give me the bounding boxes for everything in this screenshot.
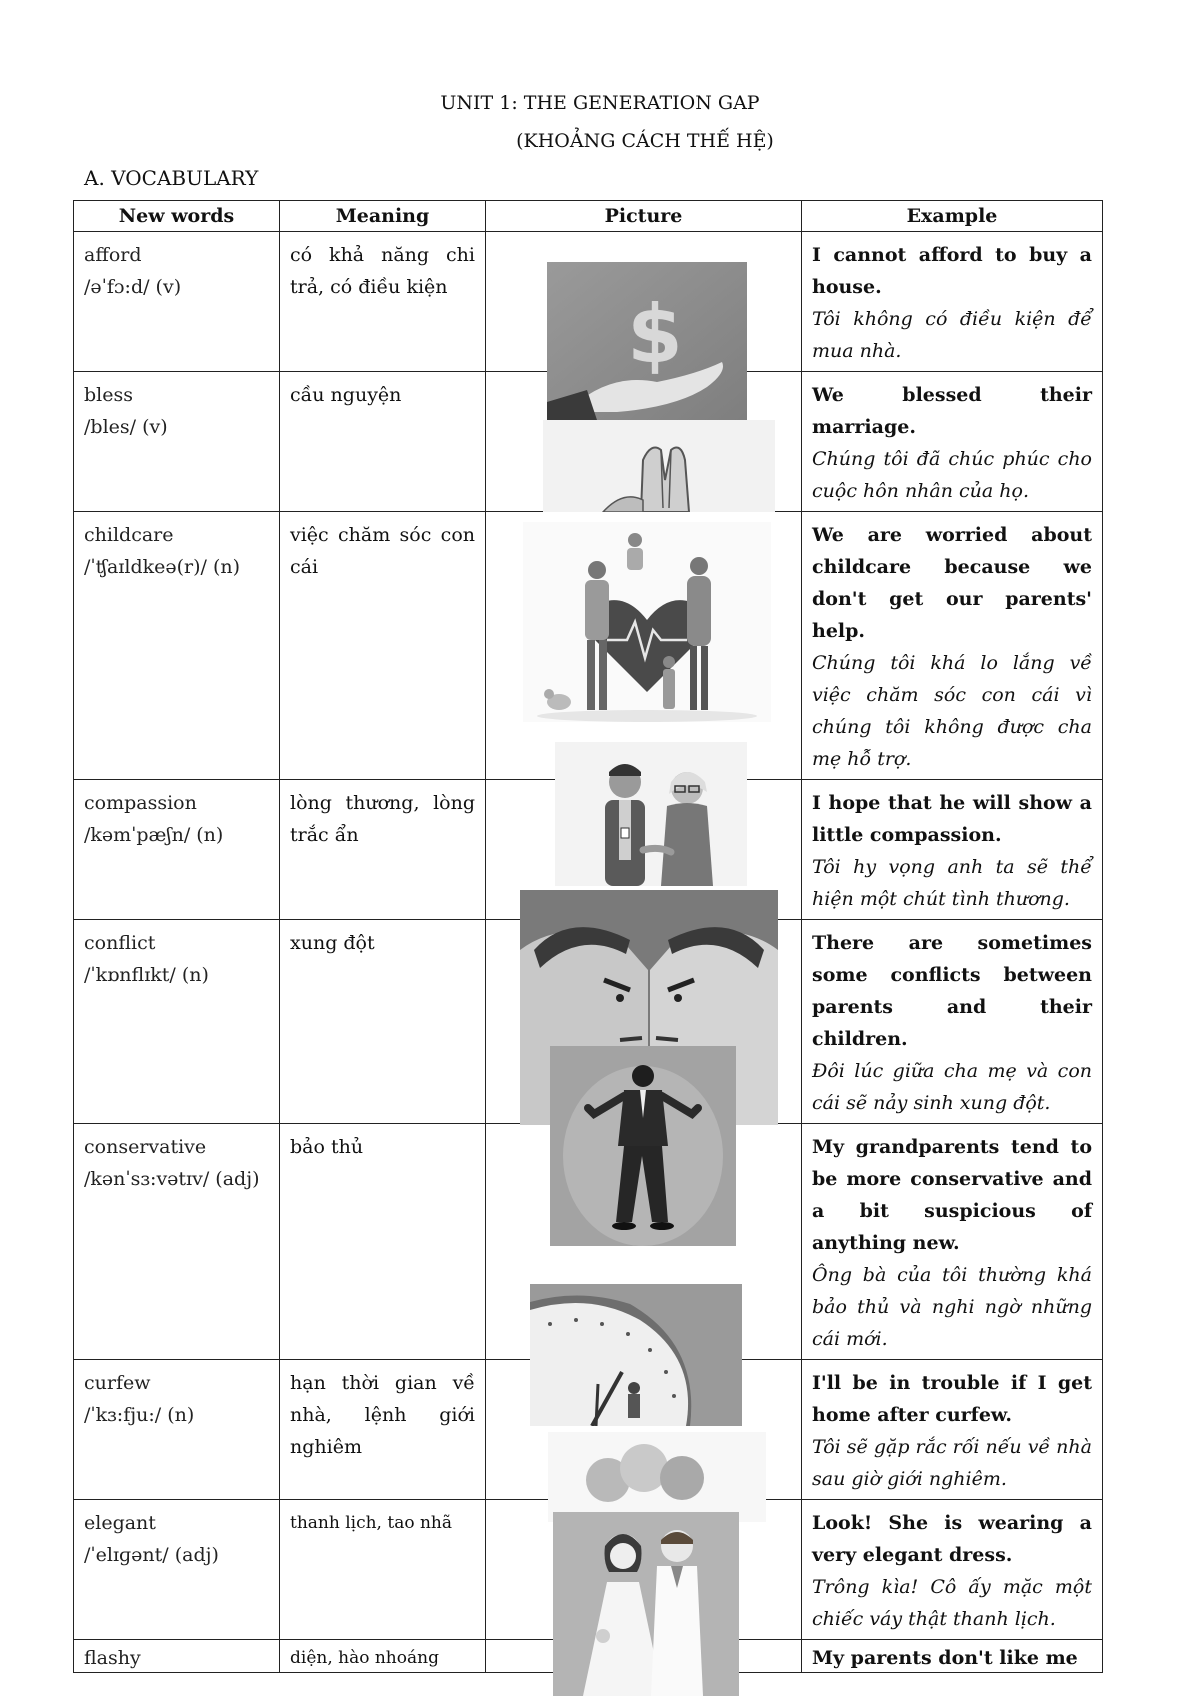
example-vietnamese: Tôi không có điều kiện để mua nhà. (812, 308, 1092, 362)
example-english: We blessed their marriage. (812, 384, 1092, 438)
example-cell (802, 512, 1103, 780)
example-vietnamese: Chúng tôi đã chúc phúc cho cuộc hôn nhân của họ. (812, 448, 1092, 502)
example-english: We are worried about childcare because we don't get our parents' help. (812, 524, 1092, 642)
wedding-couple-picture (553, 1512, 739, 1696)
pronunciation: /ˈkɒnflɪkt/ (n) (84, 964, 209, 986)
example-english: My grandparents tend to be more conservative and a bit suspicious of anything new. (812, 1136, 1092, 1254)
caregiver-elder-picture (555, 742, 747, 886)
example-vietnamese: Chúng tôi khá lo lắng về việc chăm sóc con cái vì chúng tôi không được cha mẹ hỗ trợ. (812, 652, 1092, 770)
header-picture: Picture (486, 201, 802, 232)
example-cell (802, 232, 1103, 372)
balloons-svg (548, 1432, 766, 1522)
money-in-hand-picture (547, 262, 747, 420)
meaning-cell: việc chăm sóc con cái (280, 512, 486, 780)
word: curfew (84, 1372, 151, 1394)
example-english: I cannot afford to buy a house. (812, 244, 1092, 298)
example-vietnamese: Ông bà của tôi thường khá bảo thủ và nghi ngờ những cái mới. (812, 1264, 1092, 1350)
praying-hands-svg (543, 420, 775, 512)
word-cell (74, 512, 280, 780)
pronunciation: /bles/ (v) (84, 416, 168, 438)
pronunciation: /kəmˈpæʃn/ (n) (84, 824, 224, 846)
example-cell (802, 1360, 1103, 1500)
family-heart-picture (523, 522, 771, 722)
example-english: I'll be in trouble if I get home after curfew. (812, 1372, 1092, 1426)
example-english: There are sometimes some conflicts between parents and their children. (812, 932, 1092, 1050)
word-cell (74, 1640, 280, 1673)
meaning-cell: diện, hào nhoáng (280, 1640, 486, 1673)
word: afford (84, 244, 142, 266)
praying-hands-picture (543, 420, 775, 512)
example-vietnamese: Đôi lúc giữa cha mẹ và con cái sẽ nảy sinh xung đột. (812, 1060, 1092, 1114)
pronunciation: /əˈfɔ:d/ (v) (84, 276, 182, 298)
page-title: UNIT 1: THE GENERATION GAP (440, 92, 760, 114)
example-english: Look! She is wearing a very elegant dress. (812, 1512, 1092, 1566)
shrugging-man-svg (550, 1046, 736, 1246)
header-meaning: Meaning (280, 201, 486, 232)
balloons-picture (548, 1432, 766, 1522)
meaning-cell: cầu nguyện (280, 372, 486, 512)
meaning-cell: có khả năng chi trả, có điều kiện (280, 232, 486, 372)
example-vietnamese: Tôi hy vọng anh ta sẽ thể hiện một chút tình thương. (812, 856, 1092, 910)
table-header-row (74, 201, 1103, 232)
meaning-cell: hạn thời gian về nhà, lệnh giới nghiêm (280, 1360, 486, 1500)
example-english: I hope that he will show a little compassion. (812, 792, 1092, 846)
meaning-cell: thanh lịch, tao nhã (280, 1500, 486, 1640)
word: elegant (84, 1512, 156, 1534)
meaning-cell: bảo thủ (280, 1124, 486, 1360)
example-cell (802, 372, 1103, 512)
word: flashy (84, 1647, 141, 1669)
word: bless (84, 384, 133, 406)
example-english: My parents don't like me (812, 1647, 1078, 1669)
pronunciation: /kənˈsɜ:vətɪv/ (adj) (84, 1168, 260, 1190)
page-subtitle: (KHOẢNG CÁCH THẾ HỆ) (516, 130, 774, 152)
example-vietnamese: Trông kìa! Cô ấy mặc một chiếc váy thật thanh lịch. (812, 1576, 1092, 1630)
header-example: Example (802, 201, 1103, 232)
word-cell (74, 780, 280, 920)
caregiver-elder-svg (555, 742, 747, 886)
header-new-words: New words (74, 201, 280, 232)
word: compassion (84, 792, 197, 814)
money-in-hand-svg (547, 262, 747, 420)
meaning-cell: xung đột (280, 920, 486, 1124)
word: conservative (84, 1136, 207, 1158)
word-cell (74, 232, 280, 372)
example-vietnamese: Tôi sẽ gặp rắc rối nếu về nhà sau giờ giới nghiêm. (812, 1436, 1092, 1490)
example-cell (802, 1640, 1103, 1673)
word-cell (74, 1124, 280, 1360)
section-title: A. VOCABULARY (84, 166, 259, 190)
word-cell (74, 920, 280, 1124)
clock-curfew-svg (530, 1284, 742, 1426)
clock-curfew-picture (530, 1284, 742, 1426)
example-cell (802, 1124, 1103, 1360)
svg-text:$: $ (627, 288, 683, 381)
family-heart-svg (523, 522, 771, 722)
example-cell (802, 780, 1103, 920)
shrugging-man-picture (550, 1046, 736, 1246)
word-cell (74, 372, 280, 512)
example-cell (802, 920, 1103, 1124)
example-cell (802, 1500, 1103, 1640)
pronunciation: /ˈʧaɪldkeə(r)/ (n) (84, 556, 241, 578)
meaning-cell: lòng thương, lòng trắc ẩn (280, 780, 486, 920)
pronunciation: /ˈelɪɡənt/ (adj) (84, 1544, 219, 1566)
word-cell (74, 1360, 280, 1500)
word: conflict (84, 932, 156, 954)
wedding-couple-svg (553, 1512, 739, 1696)
pronunciation: /ˈkɜ:fju:/ (n) (84, 1404, 195, 1426)
word: childcare (84, 524, 174, 546)
word-cell (74, 1500, 280, 1640)
